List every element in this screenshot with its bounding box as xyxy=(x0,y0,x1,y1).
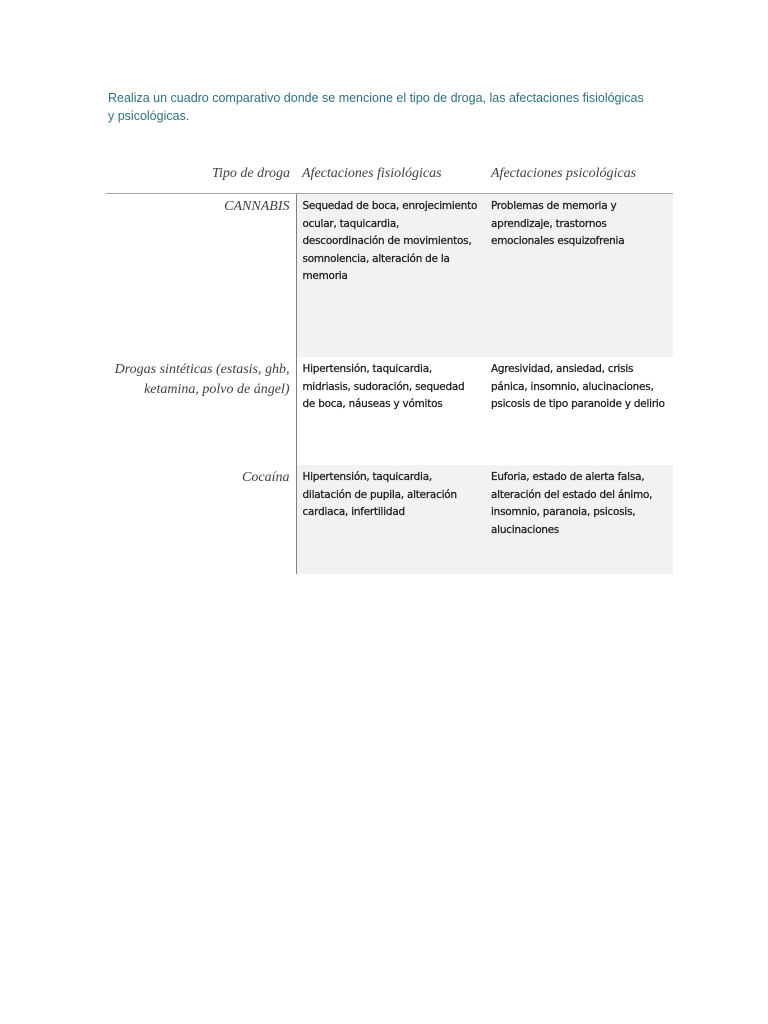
table-row xyxy=(106,194,673,358)
physiological-cell: Hipertensión, taquicardia, dilatación de pupila, alteración cardiaca, infertilidad xyxy=(296,465,485,574)
comparison-table-container xyxy=(106,154,673,574)
instructions-text: Realiza un cuadro comparativo donde se mencione el tipo de droga, las afectaciones fisiológicas y psicológicas. xyxy=(108,91,644,123)
physiological-cell: Sequedad de boca, enrojecimiento ocular, taquicardia, descoordinación de movimientos, somnolencia, alteración de la memoria xyxy=(296,194,485,358)
drug-type-cell: Drogas sintéticas (estasis, ghb, ketamina, polvo de ángel) xyxy=(106,357,296,465)
comparison-table xyxy=(106,154,673,574)
header-psychological: Afectaciones psicológicas xyxy=(485,154,673,194)
table-row xyxy=(106,357,673,465)
psychological-cell: Agresividad, ansiedad, crisis pánica, insomnio, alucinaciones, psicosis de tipo paranoide y delirio xyxy=(491,363,665,410)
psychological-cell: Problemas de memoria y aprendizaje, trastornos emocionales esquizofrenia xyxy=(485,194,673,358)
table-row xyxy=(106,465,673,574)
drug-type-cell: Cocaína xyxy=(106,465,296,574)
drug-type-cell: CANNABIS xyxy=(106,194,296,358)
header-drug-type: Tipo de droga xyxy=(106,154,296,194)
psychological-cell: Euforia, estado de alerta falsa, alteración del estado del ánimo, insomnio, paranoia, psicosis, alucinaciones xyxy=(485,465,673,574)
header-physiological: Afectaciones fisiológicas xyxy=(296,154,485,194)
physiological-cell: Hipertensión, taquicardia, midriasis, sudoración, sequedad de boca, náuseas y vómitos xyxy=(302,363,465,410)
table-header-row xyxy=(106,154,673,194)
